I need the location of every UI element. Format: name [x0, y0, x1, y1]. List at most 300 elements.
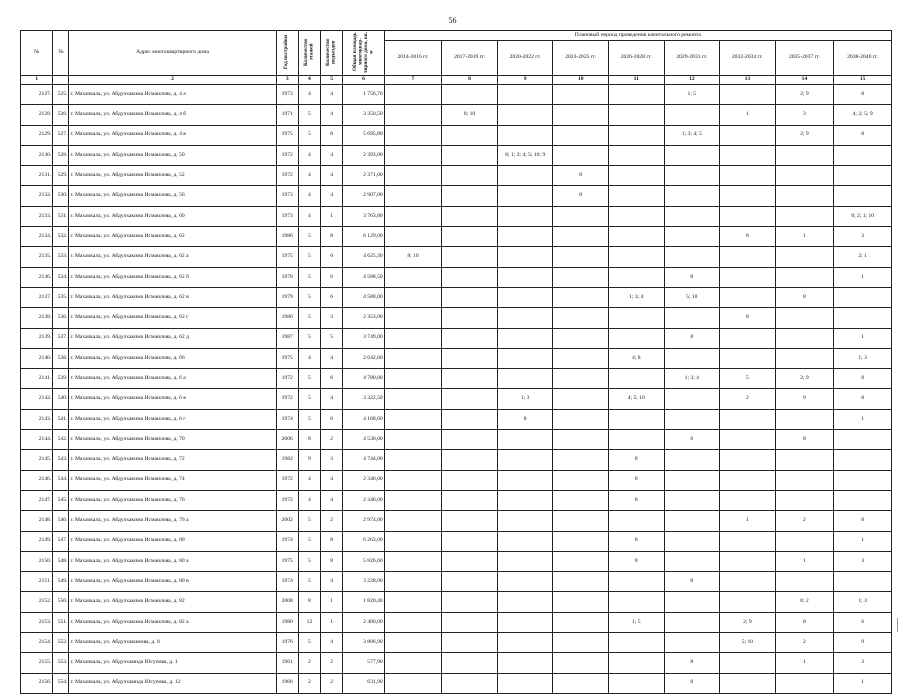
table-row: [21, 247, 892, 267]
period-works-cell: [497, 572, 553, 592]
entrance-count: 2: [321, 511, 343, 531]
table-row: [21, 369, 892, 389]
period-works-cell: 8: [664, 572, 720, 592]
floor-count: 4: [298, 145, 320, 165]
period-works-cell: 8; 2; 1; 10: [834, 206, 892, 226]
row-sub-number: 527.: [53, 125, 69, 145]
period-works-cell: [553, 105, 609, 125]
period-works-cell: 1: [834, 409, 892, 429]
column-number: 14: [775, 76, 834, 85]
period-works-cell: [664, 633, 720, 653]
entrance-count: 4: [321, 572, 343, 592]
period-works-cell: [553, 369, 609, 389]
period-works-cell: 1: [720, 105, 776, 125]
period-works-cell: [553, 267, 609, 287]
build-year: 1975: [276, 247, 298, 267]
row-number: 2143.: [21, 409, 53, 429]
floor-count: 5: [298, 227, 320, 247]
period-works-cell: [384, 85, 442, 105]
period-works-cell: [720, 470, 776, 490]
table-row: [21, 572, 892, 592]
row-number: 2128.: [21, 105, 53, 125]
period-works-cell: [442, 389, 498, 409]
entrance-count: 2: [321, 430, 343, 450]
period-works-cell: [775, 186, 834, 206]
period-works-cell: [664, 186, 720, 206]
plan-period-title: Плановый период проведения капитального ремонта: [384, 31, 891, 41]
floor-count: 4: [298, 470, 320, 490]
period-works-cell: [384, 389, 442, 409]
period-works-cell: [442, 409, 498, 429]
period-works-cell: [608, 227, 664, 247]
period-works-cell: [608, 369, 664, 389]
period-works-cell: [775, 531, 834, 551]
entrance-count: 3: [321, 308, 343, 328]
build-year: 1982: [276, 450, 298, 470]
period-works-cell: [664, 389, 720, 409]
period-works-cell: 8: [664, 328, 720, 348]
period-works-cell: [775, 166, 834, 186]
floor-count: 2: [298, 673, 320, 693]
period-works-cell: [720, 328, 776, 348]
entrance-count: 6: [321, 409, 343, 429]
entrance-count: 8: [321, 551, 343, 571]
period-works-cell: 8: [608, 551, 664, 571]
total-area: 1 756,70: [343, 85, 384, 105]
house-address: г. Махачкала, ул. Абдулхакима Исмаилова, д. 72: [69, 450, 276, 470]
period-works-cell: 8; 10: [384, 247, 442, 267]
build-year: 2008: [276, 592, 298, 612]
period-header: 2026-2028 гг.: [608, 41, 664, 76]
period-works-cell: [775, 572, 834, 592]
period-works-cell: 8: [608, 531, 664, 551]
period-works-cell: [664, 490, 720, 510]
table-row: [21, 531, 892, 551]
period-works-cell: [834, 450, 892, 470]
period-works-cell: [442, 430, 498, 450]
entrance-count: 4: [321, 85, 343, 105]
build-year: 1975: [276, 125, 298, 145]
row-number: 2154.: [21, 633, 53, 653]
total-area: 577,90: [343, 653, 384, 673]
row-sub-number: 534.: [53, 267, 69, 287]
table-row: [21, 227, 892, 247]
period-works-cell: [442, 328, 498, 348]
entrance-count: 4: [321, 145, 343, 165]
period-works-cell: [384, 369, 442, 389]
period-works-cell: [720, 247, 776, 267]
entrance-count: 4: [321, 633, 343, 653]
period-header: 2032-2034 гг.: [720, 41, 776, 76]
page-edge-mark: [897, 618, 899, 632]
period-works-cell: [553, 572, 609, 592]
period-works-cell: [442, 592, 498, 612]
period-works-cell: [834, 287, 892, 307]
period-works-cell: 8; 2: [775, 592, 834, 612]
total-area: 3 763,80: [343, 206, 384, 226]
total-area: 4 168,60: [343, 409, 384, 429]
row-number: 2130.: [21, 145, 53, 165]
total-area: 4 530,00: [343, 430, 384, 450]
floor-count: 5: [298, 572, 320, 592]
capital-repair-schedule-table: [20, 30, 892, 694]
period-works-cell: [384, 287, 442, 307]
table-row: [21, 85, 892, 105]
period-works-cell: [553, 206, 609, 226]
row-sub-number: 542.: [53, 430, 69, 450]
build-year: 1974: [276, 409, 298, 429]
entrance-count: 6: [321, 267, 343, 287]
column-number: 12: [664, 76, 720, 85]
period-works-cell: 1: [775, 551, 834, 571]
entrance-count: 2: [321, 673, 343, 693]
column-number: 5: [321, 76, 343, 85]
period-works-cell: 5: [720, 369, 776, 389]
table-row: [21, 612, 892, 632]
row-sub-number: 529.: [53, 166, 69, 186]
period-works-cell: 6: [664, 430, 720, 450]
row-sub-number: 540.: [53, 389, 69, 409]
period-works-cell: [442, 572, 498, 592]
period-works-cell: 8: [834, 369, 892, 389]
period-works-cell: [497, 105, 553, 125]
house-address: г. Махачкала, ул. Абдулхакима Исмаилова, д. 76: [69, 490, 276, 510]
period-works-cell: [553, 551, 609, 571]
col-header-year: Год постройки: [276, 31, 298, 76]
period-works-cell: 1: [834, 328, 892, 348]
period-works-cell: [497, 125, 553, 145]
build-year: 1972: [276, 490, 298, 510]
period-works-cell: [553, 348, 609, 368]
row-sub-number: 533.: [53, 247, 69, 267]
row-sub-number: 541.: [53, 409, 69, 429]
period-works-cell: [834, 145, 892, 165]
table-row: [21, 653, 892, 673]
period-works-cell: [775, 206, 834, 226]
period-works-cell: 8; 1; 3; 4; 5; 10; 9: [497, 145, 553, 165]
house-address: г. Махачкала, ул. Абдулхакима Исмаилова, д. 66: [69, 348, 276, 368]
period-works-cell: [553, 227, 609, 247]
row-number: 2140.: [21, 348, 53, 368]
floor-count: 4: [298, 85, 320, 105]
period-works-cell: [834, 490, 892, 510]
period-works-cell: [553, 308, 609, 328]
period-works-cell: [834, 470, 892, 490]
period-works-cell: [384, 673, 442, 693]
period-works-cell: 8: [775, 612, 834, 632]
period-works-cell: [384, 470, 442, 490]
total-area: 2 393,00: [343, 145, 384, 165]
table-row: [21, 673, 892, 693]
total-area: 631,90: [343, 673, 384, 693]
total-area: 6 263,00: [343, 531, 384, 551]
period-works-cell: 8: [664, 653, 720, 673]
period-works-cell: [497, 186, 553, 206]
period-works-cell: [720, 85, 776, 105]
period-works-cell: [720, 267, 776, 287]
col-header-entrances: Количество подъездов: [321, 31, 343, 76]
house-address: г. Махачкала, ул. Абдулхакима Исмаилова, д. 62 д: [69, 328, 276, 348]
total-area: 4 780,00: [343, 369, 384, 389]
period-works-cell: [608, 572, 664, 592]
period-works-cell: 3: [775, 105, 834, 125]
floor-count: 5: [298, 287, 320, 307]
entrance-count: 3: [321, 450, 343, 470]
period-works-cell: [442, 145, 498, 165]
floor-count: 8: [298, 592, 320, 612]
column-number: 11: [608, 76, 664, 85]
row-number: 2136.: [21, 267, 53, 287]
house-address: г. Махачкала, ул. Абдулхакима Исмаилова, д. 80 в: [69, 572, 276, 592]
entrance-count: 8: [321, 125, 343, 145]
period-works-cell: [442, 511, 498, 531]
period-works-cell: [384, 531, 442, 551]
table-row: [21, 186, 892, 206]
house-address: г. Махачкала, ул. Абдулхакима Исмаилова, д. 70: [69, 430, 276, 450]
period-works-cell: [775, 348, 834, 368]
floor-count: 5: [298, 125, 320, 145]
period-works-cell: [384, 572, 442, 592]
period-works-cell: [834, 166, 892, 186]
period-works-cell: [384, 145, 442, 165]
row-sub-number: 526.: [53, 105, 69, 125]
period-works-cell: 1; 5: [608, 612, 664, 632]
floor-count: 4: [298, 186, 320, 206]
period-works-cell: [720, 430, 776, 450]
period-works-cell: 1: [834, 531, 892, 551]
period-works-cell: [720, 348, 776, 368]
period-works-cell: 3: [834, 227, 892, 247]
period-header: 2014-2016 гг.: [384, 41, 442, 76]
floor-count: 4: [298, 348, 320, 368]
period-works-cell: [664, 247, 720, 267]
period-works-cell: [720, 450, 776, 470]
build-year: 1961: [276, 653, 298, 673]
table-row: [21, 287, 892, 307]
build-year: 1975: [276, 348, 298, 368]
entrance-count: 1: [321, 612, 343, 632]
period-works-cell: [497, 531, 553, 551]
row-number: 2147.: [21, 490, 53, 510]
build-year: 1974: [276, 572, 298, 592]
period-works-cell: 2; 1: [834, 247, 892, 267]
row-number: 2144.: [21, 430, 53, 450]
period-works-cell: [608, 206, 664, 226]
period-works-cell: [664, 551, 720, 571]
house-address: г. Махачкала, ул. Абдулхакима Исмаилова, д. 62 а: [69, 247, 276, 267]
build-year: 1987: [276, 328, 298, 348]
period-works-cell: [664, 145, 720, 165]
period-works-cell: [497, 206, 553, 226]
period-works-cell: [720, 572, 776, 592]
build-year: 1979: [276, 287, 298, 307]
period-works-cell: [442, 612, 498, 632]
row-sub-number: 545.: [53, 490, 69, 510]
row-sub-number: 550.: [53, 592, 69, 612]
period-works-cell: 2; 9: [775, 125, 834, 145]
period-works-cell: [497, 653, 553, 673]
period-works-cell: [608, 409, 664, 429]
period-works-cell: 5; 10: [664, 287, 720, 307]
total-area: 2 346,00: [343, 490, 384, 510]
col-header-row-number: №: [21, 31, 53, 76]
entrance-count: 4: [321, 186, 343, 206]
period-works-cell: 8: [553, 186, 609, 206]
row-sub-number: 531.: [53, 206, 69, 226]
floor-count: 4: [298, 206, 320, 226]
house-address: г. Махачкала, ул. Абдулхакима Исмаилова, д. 50: [69, 145, 276, 165]
build-year: 1971: [276, 105, 298, 125]
floor-count: 5: [298, 267, 320, 287]
entrance-count: 1: [321, 592, 343, 612]
row-sub-number: 538.: [53, 348, 69, 368]
period-works-cell: [720, 206, 776, 226]
period-works-cell: [720, 145, 776, 165]
build-year: 1986: [276, 227, 298, 247]
entrance-count: 4: [321, 166, 343, 186]
period-works-cell: [720, 653, 776, 673]
period-works-cell: [608, 328, 664, 348]
floor-count: 5: [298, 389, 320, 409]
total-area: 4 588,50: [343, 267, 384, 287]
period-works-cell: [720, 531, 776, 551]
period-works-cell: [720, 490, 776, 510]
column-number: 9: [497, 76, 553, 85]
period-works-cell: [720, 186, 776, 206]
row-number: 2135.: [21, 247, 53, 267]
period-works-cell: [720, 551, 776, 571]
period-works-cell: [664, 531, 720, 551]
period-works-cell: 3: [834, 653, 892, 673]
period-works-cell: 8: [553, 166, 609, 186]
period-works-cell: [442, 633, 498, 653]
period-works-cell: [664, 450, 720, 470]
period-works-cell: 3: [834, 551, 892, 571]
col-header-area: Общая площадь многоквар-тирного дома, кв. м: [343, 31, 384, 76]
row-sub-number: 537.: [53, 328, 69, 348]
floor-count: 12: [298, 612, 320, 632]
table-row: [21, 105, 892, 125]
period-works-cell: [553, 247, 609, 267]
period-works-cell: 6: [834, 612, 892, 632]
table-row: [21, 470, 892, 490]
row-number: 2137.: [21, 287, 53, 307]
period-works-cell: [775, 308, 834, 328]
period-works-cell: [775, 490, 834, 510]
total-area: 2 371,00: [343, 166, 384, 186]
period-works-cell: [608, 125, 664, 145]
entrance-count: 6: [321, 287, 343, 307]
column-number: 4: [298, 76, 320, 85]
period-works-cell: [834, 430, 892, 450]
period-works-cell: [664, 592, 720, 612]
floor-count: 5: [298, 105, 320, 125]
period-works-cell: [497, 430, 553, 450]
build-year: 1986: [276, 308, 298, 328]
house-address: г. Махачкала, ул. Абдулхакима Исмаилова, д. 56: [69, 186, 276, 206]
total-area: 4 588,00: [343, 287, 384, 307]
period-works-cell: 8: [834, 389, 892, 409]
period-works-cell: [775, 145, 834, 165]
period-works-cell: [608, 653, 664, 673]
period-works-cell: [384, 206, 442, 226]
house-address: г. Махачкала, ул. Абдулхакимова, д. 8: [69, 633, 276, 653]
period-works-cell: [497, 328, 553, 348]
row-number: 2145.: [21, 450, 53, 470]
total-area: 2 353,00: [343, 308, 384, 328]
row-number: 2152.: [21, 592, 53, 612]
row-number: 2139.: [21, 328, 53, 348]
build-year: 1972: [276, 166, 298, 186]
row-sub-number: 544.: [53, 470, 69, 490]
row-sub-number: 543.: [53, 450, 69, 470]
house-address: г. Махачкала, ул. Абдулхакима Исмаилова, д. 4 в: [69, 125, 276, 145]
period-works-cell: 8: [720, 308, 776, 328]
total-area: 5 695,80: [343, 125, 384, 145]
row-sub-number: 548.: [53, 551, 69, 571]
row-number: 2132.: [21, 186, 53, 206]
period-works-cell: [497, 287, 553, 307]
period-works-cell: [497, 85, 553, 105]
house-address: г. Махачкала, ул. Абдулхакима Исмаилова, д. 4 б: [69, 105, 276, 125]
period-works-cell: [384, 166, 442, 186]
col-header-floors: Количество этажей: [298, 31, 320, 76]
row-sub-number: 551.: [53, 612, 69, 632]
table-row: [21, 145, 892, 165]
period-works-cell: [384, 430, 442, 450]
period-works-cell: [608, 105, 664, 125]
row-sub-number: 528.: [53, 145, 69, 165]
entrance-count: 4: [321, 105, 343, 125]
house-address: г. Махачкала, ул. Абдулхакима Исмаилова, д. 52: [69, 166, 276, 186]
period-works-cell: [497, 673, 553, 693]
period-works-cell: [553, 287, 609, 307]
total-area: 6 129,00: [343, 227, 384, 247]
column-number: 10: [553, 76, 609, 85]
build-year: 2002: [276, 511, 298, 531]
period-works-cell: [497, 511, 553, 531]
period-works-cell: [553, 592, 609, 612]
row-sub-number: 553.: [53, 653, 69, 673]
build-year: 1975: [276, 551, 298, 571]
period-works-cell: 1; 3; 4: [664, 369, 720, 389]
col-header-sub-number: №: [53, 31, 69, 76]
period-header: 2023-2025 гг.: [553, 41, 609, 76]
build-year: 1976: [276, 633, 298, 653]
period-works-cell: [553, 612, 609, 632]
period-works-cell: [497, 551, 553, 571]
total-area: 3 322,50: [343, 389, 384, 409]
period-works-cell: [608, 308, 664, 328]
column-number: 8: [442, 76, 498, 85]
row-number: 2138.: [21, 308, 53, 328]
table-row: [21, 267, 892, 287]
build-year: 1978: [276, 267, 298, 287]
total-area: 2 907,00: [343, 186, 384, 206]
table-row: [21, 409, 892, 429]
row-sub-number: 536.: [53, 308, 69, 328]
house-address: г. Махачкала, ул. Абдулхакима Исмаилова, д. 6 г: [69, 409, 276, 429]
period-works-cell: 8: [834, 85, 892, 105]
floor-count: 2: [298, 653, 320, 673]
row-number: 2142.: [21, 389, 53, 409]
house-address: г. Махачкала, ул. Абдулхакима Исмаилова, д. 82: [69, 592, 276, 612]
period-works-cell: 8: [608, 490, 664, 510]
period-works-cell: [384, 511, 442, 531]
floor-count: 5: [298, 369, 320, 389]
row-number: 2149.: [21, 531, 53, 551]
period-works-cell: [384, 328, 442, 348]
